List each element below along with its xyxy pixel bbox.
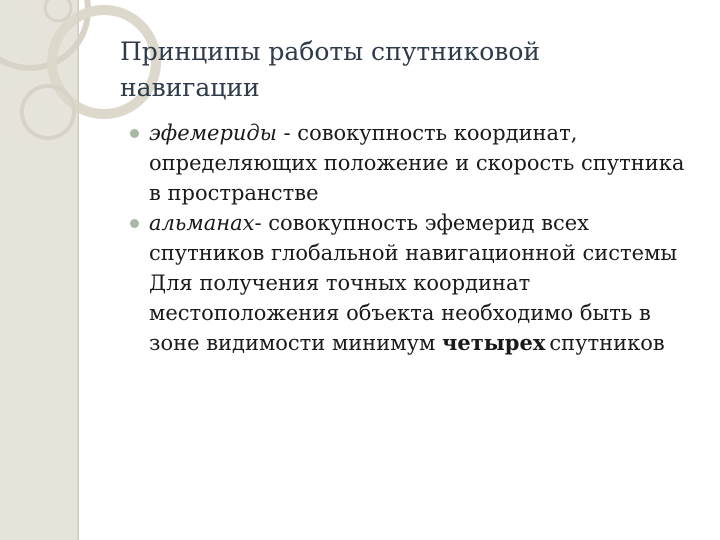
bullet-term: альманах [149,211,255,235]
bullet-term: эфемериды [149,121,277,145]
side-panel [0,0,79,540]
bullet-text: - совокупность координат, определяющих положение и скорость спутника в пространстве [149,121,685,205]
note-text: Для получения точных координат местоположения объекта необходимо быть в зоне видимости минимум [149,271,651,355]
slide-body [130,118,700,358]
bullet-dot-icon [130,129,139,138]
bullet-item [130,118,700,208]
note-paragraph [130,268,700,358]
bullet-dot-icon [130,219,139,228]
note-tail: спутников [549,331,665,355]
note-bold: четырех [442,330,546,355]
slide-title: Принципы работы спутниковой навигации [120,37,541,102]
bullet-item [130,208,700,268]
bullet-text: - совокупность эфемерид всех спутников глобальной навигационной системы [149,211,678,265]
